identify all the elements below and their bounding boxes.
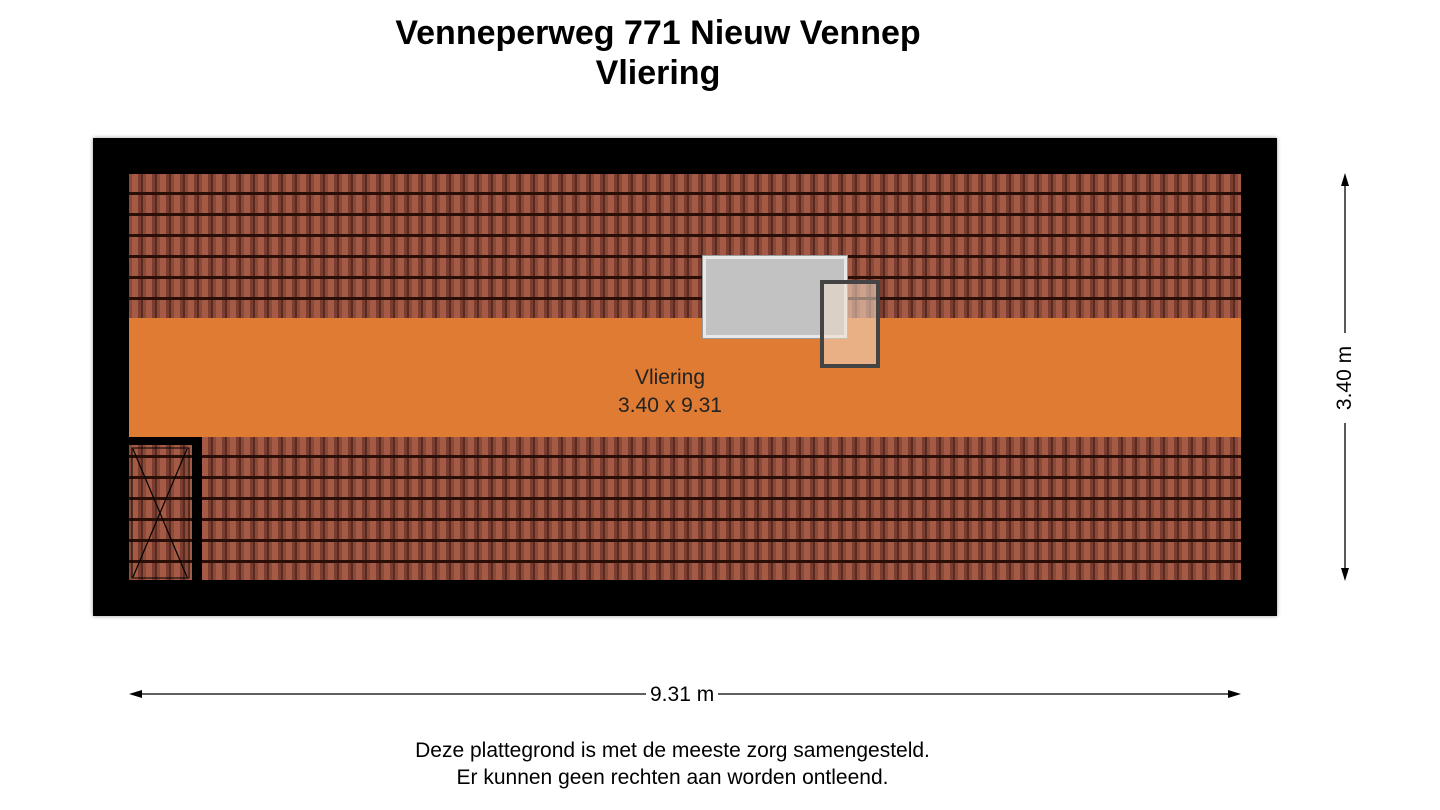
width-dimension-label: 9.31 m: [646, 683, 718, 707]
height-dimension-label: 3.40 m: [1333, 333, 1357, 423]
room-name: Vliering: [634, 366, 706, 389]
floor-title: Vliering: [595, 54, 721, 92]
disclaimer-line-1: Deze plattegrond is met de meeste zorg samengesteld.: [415, 739, 930, 762]
disclaimer-line-2: Er kunnen geen rechten aan worden ontleend.: [456, 766, 889, 789]
plan-title: Venneperweg 771 Nieuw Vennep: [395, 14, 921, 52]
arrow-down-icon: [1341, 568, 1349, 581]
room-dimensions: 3.40 x 9.31: [618, 394, 722, 417]
arrow-right-icon: [1228, 690, 1241, 698]
arrow-up-icon: [1341, 173, 1349, 186]
arrow-left-icon: [129, 690, 142, 698]
